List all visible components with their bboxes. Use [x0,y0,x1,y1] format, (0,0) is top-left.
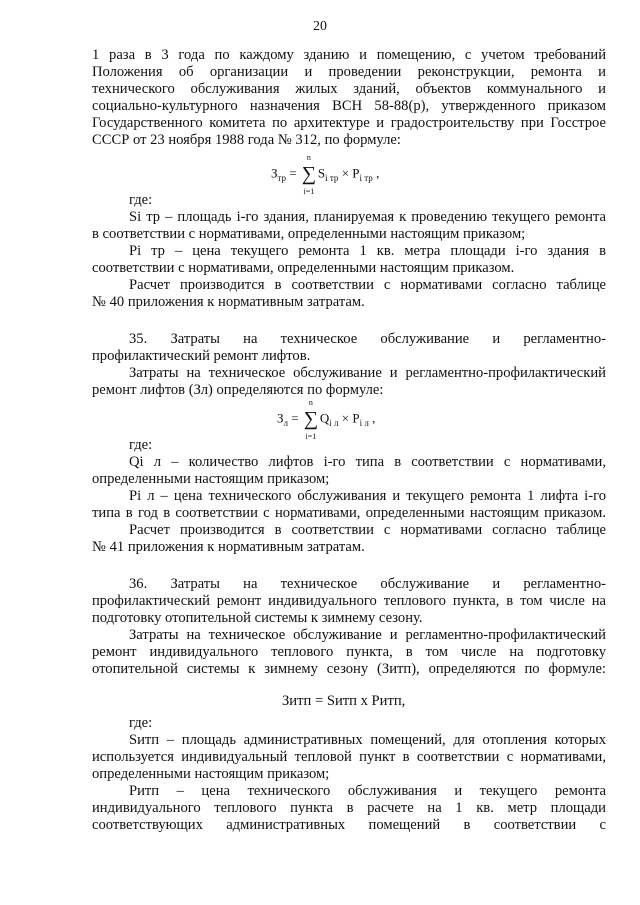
paragraph-line: отопительной системы к зимнему сезону (Зитп), определяются по формуле: [92,661,606,677]
definition-line: определенными настоящим приказом; [92,471,330,487]
paragraph-line: 1 раза в 3 года по каждому зданию и помещению, с учетом требований [92,47,606,63]
formula-current-repair: $З_{тр}$ = n ∑ i=1 $S_{i тр} \times P_{i тр}$ , [271,153,380,196]
paragraph-line: ремонт лифтов (Зл) определяются по формуле: [92,382,384,398]
paragraph-line: социально-культурного назначения ВСН 58-88(р), утвержденного приказом [92,98,606,114]
definition-line: Pитп – цена технического обслуживания и текущего ремонта [129,783,606,799]
where-label: где: [129,715,153,731]
definition-line: типа в год в соответствии с нормативами, определенными настоящим приказом. [92,505,606,521]
formula-lifts: $З_л$ = n ∑ i=1 $Q_{i л} \times P_{i л}$ , [277,398,376,441]
definition-line: в соответствии с нормативами, определенными настоящим приказом; [92,226,526,242]
definition-line: Si тр – площадь i-го здания, планируемая к проведению текущего ремонта [129,209,606,225]
paragraph-line: СССР от 23 ноября 1988 года № 312, по формуле: [92,132,401,148]
section-heading-36: 36. Затраты на техническое обслуживание и регламентно- [129,576,606,592]
paragraph-line: Затраты на техническое обслуживание и регламентно-профилактический [129,365,606,381]
definition-line: индивидуального теплового пункта в расчете на 1 кв. метр площади [92,800,606,816]
paragraph-line: № 41 приложения к нормативным затратам. [92,539,365,555]
paragraph-line: Расчет производится в соответствии с нормативами согласно таблице [129,522,606,538]
paragraph-line: технического обслуживания жилых зданий, объектов коммунального и [92,81,606,97]
definition-line: Sитп – площадь административных помещений, для отопления которых [129,732,606,748]
definition-line: определенными настоящим приказом; [92,766,330,782]
paragraph-line: Государственного комитета по архитектуре и градостроительству при Госстрое [92,115,606,131]
definition-line: соответствии с нормативами, определенными настоящим приказом. [92,260,515,276]
section-heading-35: профилактический ремонт лифтов. [92,348,311,364]
paragraph-line: ремонт индивидуального теплового пункта, в том числе на подготовку [92,644,606,660]
definition-line: Pi л – цена технического обслуживания и текущего ремонта 1 лифта i-го [129,488,606,504]
paragraph-line: Затраты на техническое обслуживание и регламентно-профилактический [129,627,606,643]
page-number: 20 [313,19,327,34]
paragraph-line: Расчет производится в соответствии с нормативами согласно таблице [129,277,606,293]
section-heading-36: подготовку отопительной системы к зимнему сезону. [92,610,423,626]
definition-line: Qi л – количество лифтов i-го типа в соответствии с нормативами, [129,454,606,470]
formula-heat-point: Зитп = Sитп x Pитп, [282,693,406,709]
definition-line: соответствующих административных помещений в соответствии с [92,817,606,833]
definition-line: используется индивидуальный тепловой пункт в соответствии с нормативами, [92,749,606,765]
definition-line: Pi тр – цена текущего ремонта 1 кв. метра площади i-го здания в [129,243,606,259]
where-label: где: [129,192,153,208]
section-heading-36: профилактический ремонт индивидуального теплового пункта, в том числе на [92,593,606,609]
section-heading-35: 35. Затраты на техническое обслуживание и регламентно- [129,331,606,347]
where-label: где: [129,437,153,453]
paragraph-line: Положения об организации и проведении реконструкции, ремонта и [92,64,606,80]
paragraph-line: № 40 приложения к нормативным затратам. [92,294,365,310]
